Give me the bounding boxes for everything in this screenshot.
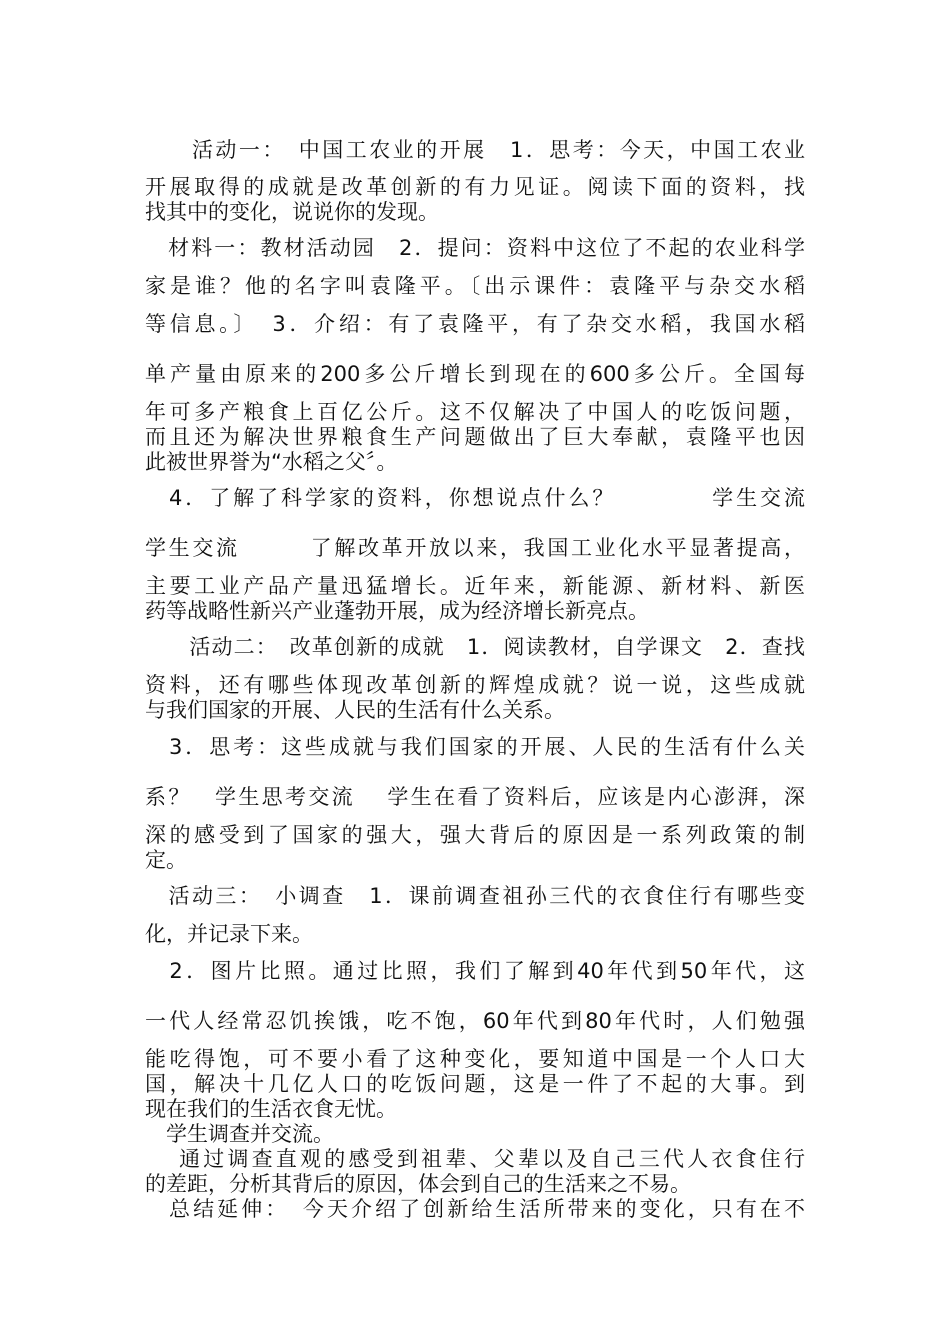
text-line: 总结延伸： 今天介绍了创新给生活所带来的变化，只有在不: [145, 1197, 805, 1221]
text-line: 国，解决十几亿人口的吃饭问题，这是一件了不起的大事。到: [145, 1072, 805, 1096]
text-line: 通过调查直观的感受到祖辈、父辈以及自己三代人衣食住行: [145, 1147, 805, 1171]
text-line: 学生交流 了解改革开放以来，我国工业化水平显著提高，: [145, 536, 805, 560]
text-line: 3．思考：这些成就与我们国家的开展、人民的生活有什么关: [145, 735, 805, 759]
text-line: 2．图片比照。通过比照，我们了解到40年代到50年代，这: [145, 959, 805, 983]
text-line: 年可多产粮食上百亿公斤。这不仅解决了中国人的吃饭问题，: [145, 400, 805, 424]
text-line: 材料一：教材活动园 2．提问：资料中这位了不起的农业科学: [145, 236, 805, 260]
text-line: 的差距，分析其背后的原因，体会到自己的生活来之不易。: [145, 1172, 691, 1196]
text-line: 资料，还有哪些体现改革创新的辉煌成就？说一说，这些成就: [145, 673, 805, 697]
text-line: 活动三： 小调查 1．课前调查祖孙三代的衣食住行有哪些变: [145, 884, 805, 908]
text-line: 家是谁？他的名字叫袁隆平。〔出示课件：袁隆平与杂交水稻: [145, 274, 805, 298]
text-line: 单产量由原来的200多公斤增长到现在的600多公斤。全国每: [145, 362, 805, 386]
text-line: 现在我们的生活衣食无忧。: [145, 1097, 397, 1121]
text-line: 系？ 学生思考交流 学生在看了资料后，应该是内心澎湃，深: [145, 785, 805, 809]
text-line: 药等战略性新兴产业蓬勃开展，成为经济增长新亮点。: [145, 599, 649, 623]
text-line: 与我们国家的开展、人民的生活有什么关系。: [145, 698, 565, 722]
text-line: 能吃得饱，可不要小看了这种变化，要知道中国是一个人口大: [145, 1047, 805, 1071]
text-line: 4．了解了科学家的资料，你想说点什么？ 学生交流: [145, 486, 805, 510]
text-line: 等信息。〕 3．介绍：有了袁隆平，有了杂交水稻，我国水稻: [145, 312, 805, 336]
text-line: 学生调查并交流。: [145, 1122, 334, 1146]
text-line: 活动一： 中国工农业的开展 1．思考：今天，中国工农业: [145, 138, 805, 162]
text-line: 活动二： 改革创新的成就 1．阅读教材，自学课文 2．查找: [145, 635, 805, 659]
text-line: 深的感受到了国家的强大，强大背后的原因是一系列政策的制: [145, 823, 805, 847]
text-line: 一代人经常忍饥挨饿，吃不饱，60年代到80年代时，人们勉强: [145, 1009, 805, 1033]
text-line: 定。: [145, 848, 187, 872]
text-line: 此被世界誉为“水稻之父〞。: [145, 450, 398, 474]
text-line: 化，并记录下来。: [145, 922, 313, 946]
text-line: 找其中的变化，说说你的发现。: [145, 200, 439, 224]
text-line: 开展取得的成就是改革创新的有力见证。阅读下面的资料，找: [145, 175, 805, 199]
text-line: 而且还为解决世界粮食生产问题做出了巨大奉献，袁隆平也因: [145, 425, 805, 449]
text-line: 主要工业产品产量迅猛增长。近年来，新能源、新材料、新医: [145, 574, 805, 598]
